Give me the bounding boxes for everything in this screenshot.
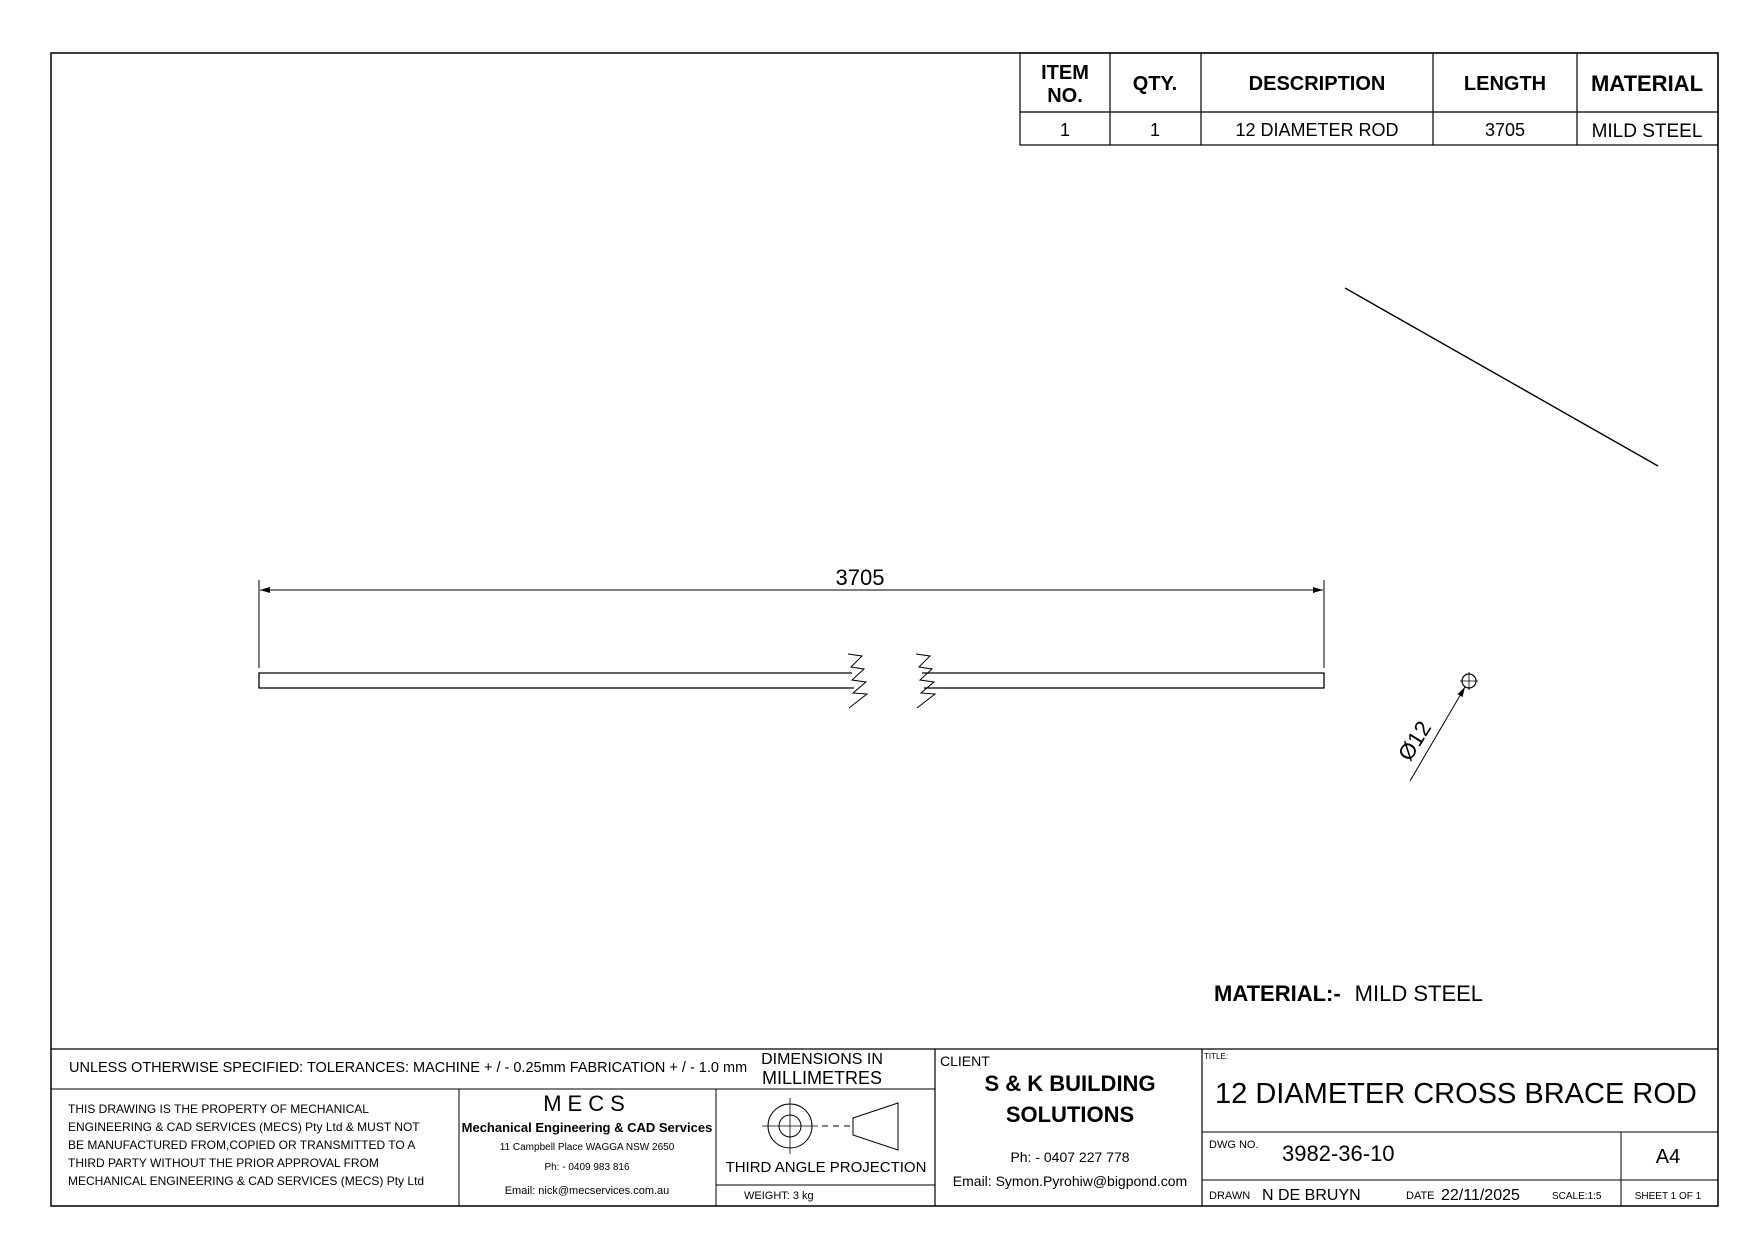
bom-header-length: LENGTH [1463,73,1547,95]
bom-header-description: DESCRIPTION [1248,73,1386,95]
title-label: TITLE: [1204,1052,1229,1061]
diameter-dimension-value: Ø12 [1392,716,1437,765]
bom-cell-item: 1 [1059,120,1071,140]
bom-cell-length: 3705 [1484,120,1526,140]
rod-section-view [1460,672,1478,690]
weight-label: WEIGHT: 3 kg [744,1190,814,1202]
client-name-line2: SOLUTIONS [1005,1102,1135,1127]
isometric-rod-view [1345,288,1658,466]
material-note [1214,981,1483,1006]
company-email: Email: nick@mecservices.com.au [504,1185,670,1197]
date-value: 22/11/2025 [1441,1187,1520,1204]
dimensions-units-line1: DIMENSIONS IN [761,1051,883,1068]
scale-value: SCALE:1:5 [1552,1191,1602,1202]
property-notice-line: THIS DRAWING IS THE PROPERTY OF MECHANICAL [68,1102,369,1116]
drawn-label: DRAWN [1209,1190,1251,1202]
company-address: 11 Campbell Place WAGGA NSW 2650 [499,1142,675,1153]
bom-table [1020,53,1718,145]
company-phone: Ph: - 0409 983 816 [544,1162,630,1173]
bom-cell-description: 12 DIAMETER ROD [1235,120,1399,140]
client-phone: Ph: - 0407 227 778 [1010,1149,1130,1165]
length-dimension [259,565,1324,668]
length-dimension-value: 3705 [835,565,885,590]
company-name: Mechanical Engineering & CAD Services [461,1120,713,1135]
third-angle-projection-icon [762,1098,898,1154]
client-name-line1: S & K BUILDING [984,1071,1156,1096]
dimensions-units-line2: MILLIMETRES [761,1068,883,1088]
property-notice-line: ENGINEERING & CAD SERVICES (MECS) Pty Ltd & MUST NOT [68,1120,420,1134]
dwg-no-label: DWG NO. [1209,1139,1259,1151]
bom-header-item-line2: NO. [1047,85,1083,107]
bom-cell-material: MILD STEEL [1591,121,1703,142]
drawing-title: 12 DIAMETER CROSS BRACE ROD [1215,1078,1697,1110]
sheet-border [51,53,1718,1206]
rod-front-view [259,654,1324,708]
diameter-dimension [1393,687,1465,781]
property-notice-line: THIRD PARTY WITHOUT THE PRIOR APPROVAL FROM [68,1156,379,1170]
date-label: DATE [1406,1190,1435,1202]
tolerances-note: UNLESS OTHERWISE SPECIFIED: TOLERANCES: MACHINE + / - 0.25mm FABRICATION + / - 1.0 mm [69,1060,748,1076]
dwg-no-value: 3982-36-10 [1282,1141,1395,1166]
material-note-label: MATERIAL:- [1214,981,1341,1006]
title-block [51,1049,1718,1206]
bom-header-item-line1: ITEM [1041,62,1089,84]
material-note-value: MILD STEEL [1354,981,1484,1006]
sheet-number: SHEET 1 OF 1 [1634,1191,1702,1202]
bom-cell-qty: 1 [1149,120,1161,140]
client-label: CLIENT [940,1053,990,1069]
drawn-by-value: N DE BRUYN [1262,1187,1361,1204]
bom-header-qty: QTY. [1132,73,1178,95]
client-email: Email: Symon.Pyrohiw@bigpond.com [952,1173,1188,1189]
property-notice-line: MECHANICAL ENGINEERING & CAD SERVICES (MECS) Pty Ltd [68,1174,425,1188]
property-notice-line: BE MANUFACTURED FROM,COPIED OR TRANSMITTED TO A [68,1138,416,1152]
bom-row [1060,120,1702,142]
company-logo: MECS [543,1091,631,1116]
sheet-size: A4 [1655,1146,1681,1168]
bom-header-material: MATERIAL [1590,71,1704,96]
projection-label: THIRD ANGLE PROJECTION [725,1159,927,1176]
